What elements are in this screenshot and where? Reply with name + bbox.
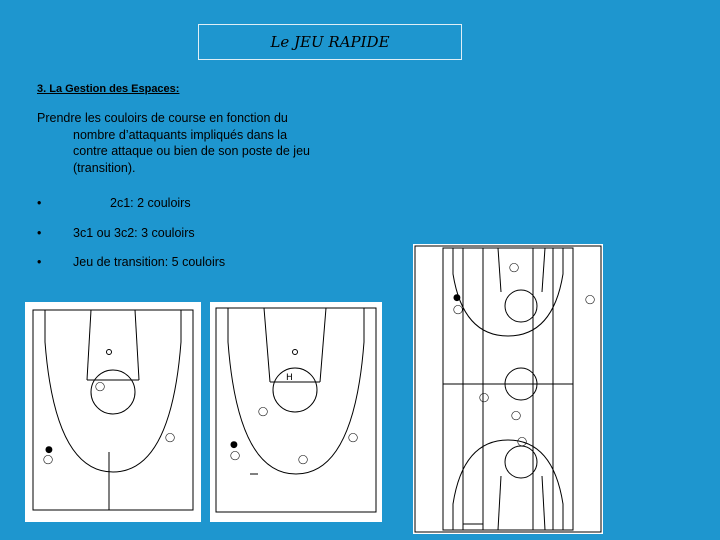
lane-bottom-right [542, 476, 545, 530]
paragraph-line-4: (transition). [73, 160, 136, 175]
court-svg-3c1 [210, 302, 382, 522]
lane-top-right [542, 248, 545, 292]
bullet-text: 3c1 ou 3c2: 3 couloirs [73, 226, 195, 240]
bullet-text: 2c1: 2 couloirs [110, 196, 191, 210]
player-left-marker: ◯ [453, 305, 464, 315]
title-box [198, 24, 462, 60]
free-throw-circle [273, 368, 317, 412]
court-svg-transition [413, 244, 603, 534]
player-right-marker: ◯ [585, 295, 596, 305]
attacker-1-marker: ◯ [43, 455, 54, 465]
court-diagram-2c1 [25, 302, 201, 522]
three-point-arc-top [453, 248, 563, 336]
basket [293, 350, 298, 355]
attacker-3-marker: ◯ [348, 433, 359, 443]
paragraph-line-1: Prendre les couloirs de course en fonction du [37, 111, 288, 125]
paragraph-line-2: nombre d’attaquants impliqués dans la [73, 127, 288, 142]
free-throw-circle-top [505, 290, 537, 322]
player-mid-left-marker: ◯ [479, 393, 490, 403]
bullet-marker: • [37, 255, 42, 269]
ball-marker: ● [230, 440, 238, 450]
lane-left [264, 308, 270, 382]
ball-marker: ● [453, 293, 461, 303]
lane-right [135, 310, 139, 380]
attacker-1-marker: ◯ [258, 407, 269, 417]
defender-marker: H [286, 373, 293, 383]
basket [107, 350, 112, 355]
bullet-text: Jeu de transition: 5 couloirs [73, 255, 226, 269]
free-throw-circle [91, 370, 135, 414]
paragraph-line-3: contre attaque ou bien de son poste de jeu [73, 144, 310, 158]
attacker-2-marker: ◯ [230, 451, 241, 461]
bullet-marker: • [37, 226, 42, 240]
slide-title: Le JEU RAPIDE [270, 33, 390, 51]
lane-top-left [498, 248, 501, 292]
bullet-marker: • [37, 196, 42, 210]
three-point-arc [228, 308, 364, 474]
section-heading: 3. La Gestion des Espaces: [37, 83, 180, 95]
intro-paragraph [37, 110, 377, 176]
player-top-marker: ◯ [509, 263, 520, 273]
defender-marker: ◯ [95, 382, 106, 392]
free-throw-circle-bottom [505, 446, 537, 478]
court-diagram-3c1 [210, 302, 382, 522]
court-boundary [216, 308, 376, 512]
attacker-2-marker: ◯ [165, 433, 176, 443]
attacker-4-marker: ◯ [298, 455, 309, 465]
lane-right [320, 308, 326, 382]
lane-left [87, 310, 91, 380]
three-point-arc [45, 310, 181, 472]
court-boundary [33, 310, 193, 510]
lane-bottom-left [498, 476, 501, 530]
court-diagram-transition [413, 244, 603, 534]
player-mid-marker: ◯ [511, 411, 522, 421]
court-svg-2c1 [25, 302, 201, 522]
player-bottom-marker: ◯ [517, 437, 528, 447]
ball-marker: ● [45, 445, 53, 455]
